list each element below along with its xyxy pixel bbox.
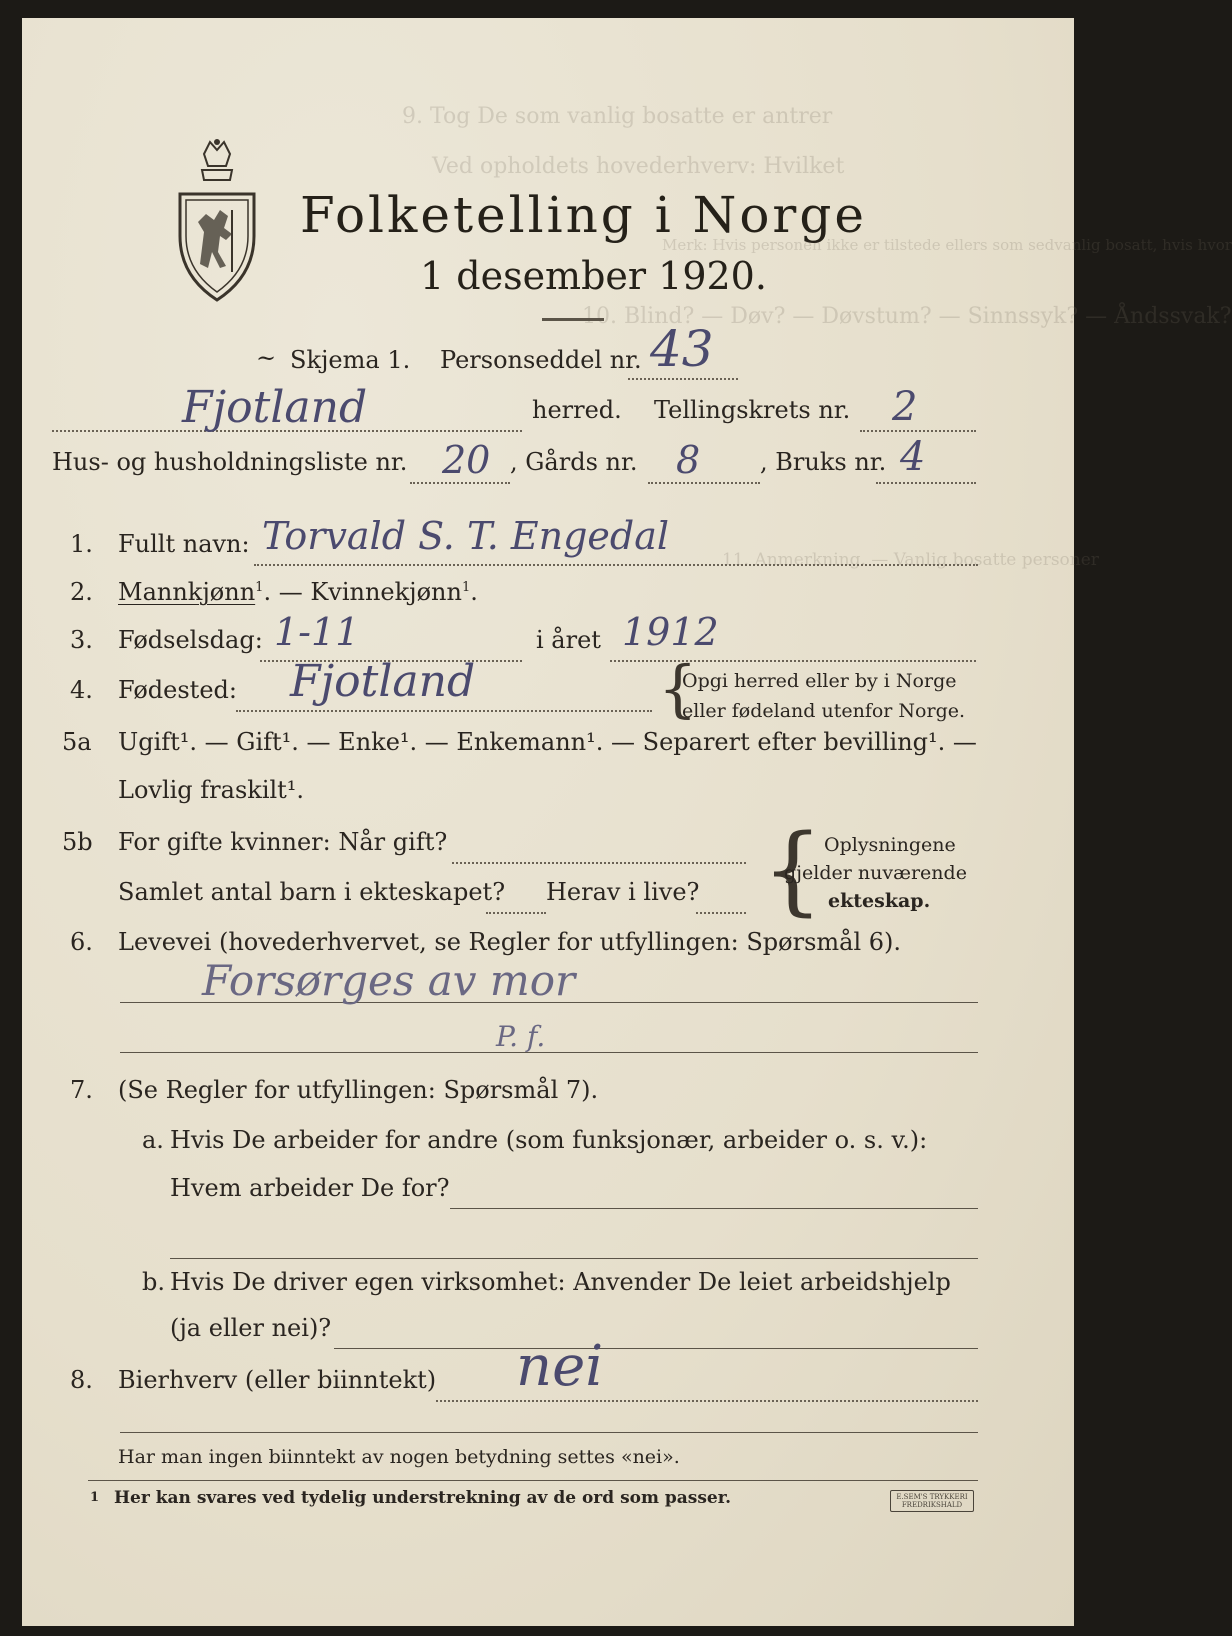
bruks-line — [876, 482, 976, 484]
bruks-value[interactable]: 4 — [900, 434, 926, 480]
q3-answer[interactable]: 1-11 — [274, 610, 360, 654]
gards-line — [648, 482, 760, 484]
q5a-line2: Lovlig fraskilt¹. — [118, 776, 305, 804]
hus-value[interactable]: 20 — [442, 438, 491, 482]
q5a-number: 5a — [62, 728, 92, 756]
q2-female-option[interactable]: Kvinnekjønn — [310, 578, 462, 606]
tilde-mark: ~ — [256, 344, 277, 372]
personseddel-label: Personseddel nr. — [440, 346, 642, 374]
ghost-text: 10. Blind? — Døv? — Døvstum? — Sinnssyk? — Åndssvak? — [582, 304, 1232, 329]
q4-number: 4. — [70, 676, 93, 704]
hus-line — [410, 482, 510, 484]
q4-note-2: eller fødeland utenfor Norge. — [682, 700, 966, 722]
census-form-sheet — [22, 18, 1232, 1626]
q8-number: 8. — [70, 1366, 93, 1394]
q5b-note-1: Oplysningene — [824, 834, 956, 856]
q7-label: (Se Regler for utfyllingen: Spørsmål 7). — [118, 1076, 599, 1104]
q1-label: Fullt navn: — [118, 530, 250, 558]
q3-label: Fødselsdag: — [118, 626, 263, 654]
q4-label: Fødested: — [118, 676, 237, 704]
footnote-text: Her kan svares ved tydelig understrekning av de ord som passer. — [114, 1488, 732, 1508]
q5b-label2: Samlet antal barn i ekteskapet? — [118, 878, 506, 906]
footnote-divider — [88, 1480, 978, 1481]
personseddel-line — [628, 378, 738, 380]
q3-number: 3. — [70, 626, 93, 654]
ghost-text: Ved opholdets hovederhverv: Hvilket — [432, 154, 845, 179]
q2-options: Mannkjønn$^1$. — Kvinnekjønn$^1$. — [118, 578, 478, 606]
q7a-number: a. — [142, 1126, 164, 1154]
footnote-mark: 1 — [90, 1490, 100, 1505]
q4-answer[interactable]: Fjotland — [290, 656, 476, 707]
q8-note: Har man ingen biinntekt av nogen betydning settes «nei». — [118, 1446, 680, 1468]
q7b-line — [334, 1348, 978, 1349]
gards-value[interactable]: 8 — [676, 438, 701, 482]
q7-number: 7. — [70, 1076, 93, 1104]
tellingskrets-label: Tellingskrets nr. — [654, 396, 851, 424]
q7a-line-2 — [170, 1258, 978, 1259]
ghost-text: 11. Anmerkning. — Vanlig bosatte personer — [722, 550, 1099, 570]
q4-note-1: Opgi herred eller by i Norge — [682, 670, 957, 692]
q3-year-answer[interactable]: 1912 — [622, 610, 719, 654]
q6-number: 6. — [70, 928, 93, 956]
q6-label: Levevei (hovederhvervet, se Regler for utfyllingen: Spørsmål 6). — [118, 928, 902, 956]
bruks-label: , Bruks nr. — [760, 448, 887, 476]
q5b-married-line — [452, 862, 746, 864]
form-date: 1 desember 1920. — [420, 254, 767, 298]
q7b-line2: (ja eller nei)? — [170, 1314, 332, 1342]
hus-label: Hus- og husholdningsliste nr. — [52, 448, 408, 476]
q8-label: Bierhverv (eller biinntekt) — [118, 1366, 437, 1394]
coat-of-arms-icon — [174, 136, 260, 306]
q5b-alive-line — [696, 912, 746, 914]
title-divider — [542, 318, 604, 321]
q6-mark: P. f. — [496, 1020, 546, 1053]
gards-label: , Gårds nr. — [510, 448, 638, 476]
form-title: Folketelling i Norge — [300, 186, 867, 244]
q8-line — [436, 1400, 978, 1402]
q6-line-2 — [120, 1052, 978, 1053]
q7a-line1: Hvis De arbeider for andre (som funksjonær, arbeider o. s. v.): — [170, 1126, 928, 1154]
personseddel-value[interactable]: 43 — [650, 320, 714, 378]
q5b-number: 5b — [62, 828, 93, 856]
q5b-note-3: ekteskap. — [828, 890, 931, 912]
tellingskrets-value[interactable]: 2 — [892, 384, 918, 430]
printer-mark: E.SEM'S TRYKKERI FREDRIKSHALD — [890, 1490, 974, 1512]
q7b-line1: Hvis De driver egen virksomhet: Anvender De leiet arbeidshjelp — [170, 1268, 951, 1296]
herred-value[interactable]: Fjotland — [182, 382, 368, 433]
q2-number: 2. — [70, 578, 93, 606]
q5b-label3: Herav i live? — [546, 878, 700, 906]
tellingskrets-line — [860, 430, 976, 432]
ghost-text: 9. Tog De som vanlig bosatte er antrer — [402, 104, 833, 129]
q1-line — [254, 564, 978, 566]
ghost-text: Merk: Hvis personen ikke er tilstede ellers som sedvanlig bosatt, hvis hvor — [662, 236, 1232, 254]
q1-answer[interactable]: Torvald S. T. Engedal — [262, 514, 670, 558]
q4-line — [236, 710, 652, 712]
q8-line-2 — [120, 1432, 978, 1433]
q5b-label1: For gifte kvinner: Når gift? — [118, 828, 448, 856]
q6-answer[interactable]: Forsørges av mor — [202, 956, 576, 1005]
q5b-children-line — [486, 912, 546, 914]
q4-brace: { — [658, 652, 698, 725]
q5b-note-2: gjelder nuværende — [784, 862, 967, 884]
q5a-line1: Ugift¹. — Gift¹. — Enke¹. — Enkemann¹. — Separert efter bevilling¹. — — [118, 728, 977, 756]
schema-label: Skjema 1. — [290, 346, 411, 374]
q7a-line2: Hvem arbeider De for? — [170, 1174, 450, 1202]
q5b-brace: { — [762, 814, 824, 926]
q1-number: 1. — [70, 530, 93, 558]
q8-answer[interactable]: nei — [516, 1334, 604, 1399]
q7a-line — [450, 1208, 978, 1209]
q7b-number: b. — [142, 1268, 165, 1296]
q2-male-option[interactable]: Mannkjønn — [118, 578, 256, 606]
herred-label: herred. — [532, 396, 622, 424]
q3-year-label: i året — [536, 626, 601, 654]
